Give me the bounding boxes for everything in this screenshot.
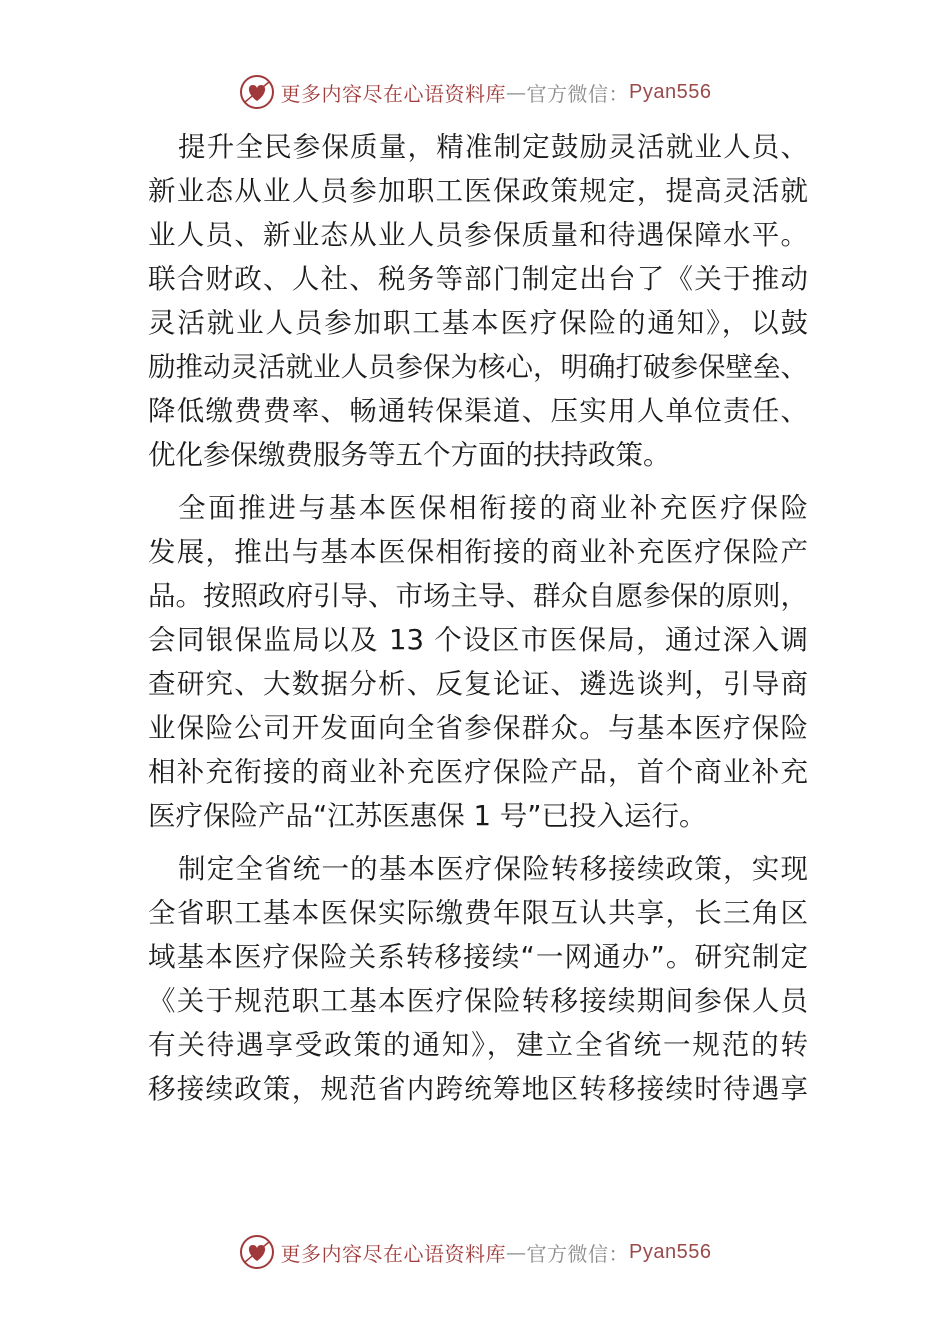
text-line: 品。按照政府引导、市场主导、群众自愿参保的原则， (148, 580, 808, 612)
text-line: 业保险公司开发面向全省参保群众。与基本医疗保险 (148, 712, 808, 744)
heart-logo-icon (239, 1234, 275, 1270)
text-line: 《关于规范职工基本医疗保险转移接续期间参保人员 (148, 985, 808, 1017)
header-watermark-banner (0, 72, 950, 112)
footer-watermark-banner (0, 1232, 950, 1272)
banner-separator: — (506, 1240, 527, 1264)
banner-wechat-id: Pyan556 (629, 80, 712, 103)
banner-wechat-label: 官方微信： (526, 81, 630, 106)
text-line: 励推动灵活就业人员参保为核心，明确打破参保壁垒、 (148, 351, 808, 383)
text-line: 医疗保险产品“江苏医惠保 1 号”已投入运行。 (148, 800, 707, 832)
text-line: 相补充衔接的商业补充医疗保险产品，首个商业补充 (148, 756, 808, 788)
text-line: 降低缴费费率、畅通转保渠道、压实用人单位责任、 (148, 395, 808, 427)
paragraph-2 (148, 486, 808, 838)
text-line: 查研究、大数据分析、反复论证、遴选谈判，引导商 (148, 668, 808, 700)
text-line: 新业态从业人员参加职工医保政策规定，提高灵活就 (148, 175, 808, 207)
banner-separator: — (506, 80, 527, 104)
banner-main-text: 更多内容尽在心语资料库 (280, 1241, 507, 1266)
text-line: 提升全民参保质量，精准制定鼓励灵活就业人员、 (178, 131, 808, 163)
text-line: 业人员、新业态从业人员参保质量和待遇保障水平。 (148, 219, 808, 251)
text-line: 优化参保缴费服务等五个方面的扶持政策。 (148, 439, 671, 471)
text-line: 灵活就业人员参加职工基本医疗保险的通知》，以鼓 (148, 307, 808, 339)
text-line: 全省职工基本医保实际缴费年限互认共享，长三角区 (148, 897, 808, 929)
banner-main-text: 更多内容尽在心语资料库 (280, 81, 507, 106)
text-line: 有关待遇享受政策的通知》，建立全省统一规范的转 (148, 1029, 808, 1061)
paragraph-1 (148, 125, 808, 477)
paragraph-3 (148, 847, 808, 1111)
text-line: 会同银保监局以及 13 个设区市医保局，通过深入调 (148, 624, 808, 656)
heart-logo-icon (239, 74, 275, 110)
text-line: 全面推进与基本医保相衔接的商业补充医疗保险 (178, 492, 808, 524)
text-line: 域基本医疗保险关系转移接续“一网通办”。研究制定 (148, 941, 808, 973)
document-body (148, 125, 808, 1120)
text-line: 移接续政策，规范省内跨统筹地区转移接续时待遇享 (148, 1073, 808, 1105)
banner-wechat-label: 官方微信： (526, 1241, 630, 1266)
banner-wechat-id: Pyan556 (629, 1240, 712, 1263)
text-line: 发展，推出与基本医保相衔接的商业补充医疗保险产 (148, 536, 808, 568)
text-line: 联合财政、人社、税务等部门制定出台了《关于推动 (148, 263, 808, 295)
text-line: 制定全省统一的基本医疗保险转移接续政策，实现 (178, 853, 808, 885)
